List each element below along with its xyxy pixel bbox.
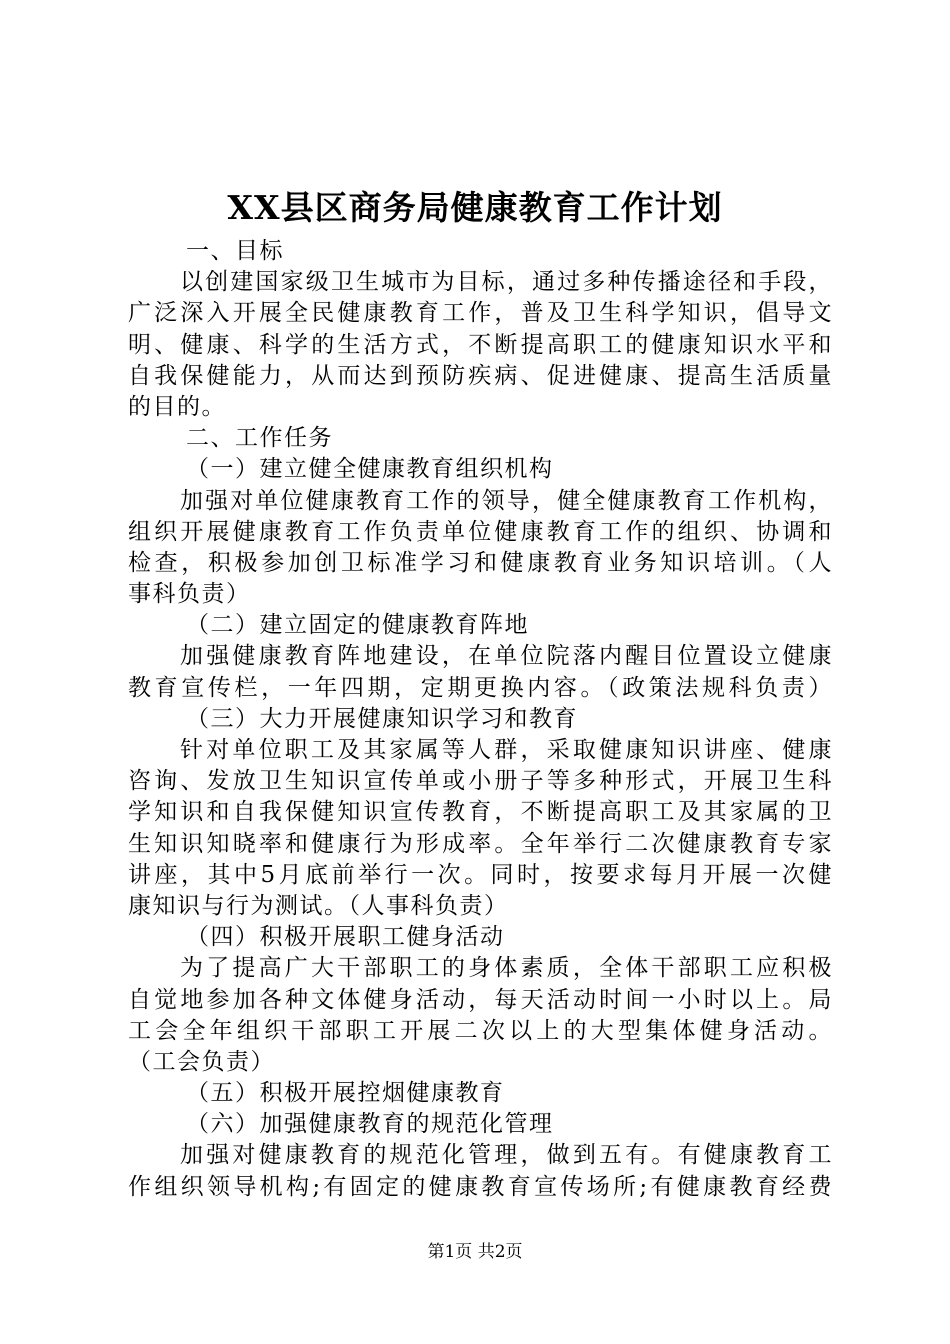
paragraph-line: 加强对单位健康教育工作的领导，健全健康教育工作机构，: [180, 487, 833, 514]
paragraph-line: 作组织领导机构;有固定的健康教育宣传场所;有健康教育经费: [128, 1173, 833, 1200]
paragraph-line: （工会负责）: [128, 1048, 275, 1075]
paragraph-line: 事科负责）: [128, 581, 251, 608]
paragraph-line: 生知识知晓率和健康行为形成率。全年举行二次健康教育专家: [128, 830, 833, 857]
section-heading: 二、工作任务: [186, 425, 333, 452]
paragraph-line: 咨询、发放卫生知识宣传单或小册子等多种形式，开展卫生科: [128, 768, 833, 795]
page-number-footer: 第1页 共2页: [427, 1242, 523, 1262]
paragraph-line: 教育宣传栏，一年四期，定期更换内容。（政策法规科负责）: [128, 674, 833, 701]
paragraph-line: 工会全年组织干部职工开展二次以上的大型集体健身活动。: [128, 1017, 833, 1044]
paragraph-line: 加强对健康教育的规范化管理，做到五有。有健康教育工: [180, 1142, 833, 1169]
document-body: [128, 236, 833, 1203]
subsection-heading: （六）加强健康教育的规范化管理: [186, 1111, 554, 1138]
section-heading: 一、目标: [186, 238, 284, 264]
subsection-heading: （一）建立健全健康教育组织机构: [186, 456, 554, 483]
paragraph-line: 为了提高广大干部职工的身体素质，全体干部职工应积极: [180, 955, 833, 982]
subsection-heading: （二）建立固定的健康教育阵地: [186, 612, 529, 639]
subsection-heading: （五）积极开展控烟健康教育: [186, 1080, 505, 1107]
paragraph-line: 针对单位职工及其家属等人群，采取健康知识讲座、健康: [180, 737, 833, 763]
subsection-heading: （三）大力开展健康知识学习和教育: [186, 705, 578, 732]
paragraph-line: 学知识和自我保健知识宣传教育，不断提高职工及其家属的卫: [128, 799, 833, 826]
paragraph-line: 检查，积极参加创卫标准学习和健康教育业务知识培训。（人: [128, 549, 833, 576]
paragraph-line: 的目的。: [128, 393, 226, 420]
paragraph-line: 加强健康教育阵地建设，在单位院落内醒目位置设立健康: [180, 643, 833, 670]
document-title: XX县区商务局健康教育工作计划: [227, 188, 723, 227]
paragraph-line: 广泛深入开展全民健康教育工作，普及卫生科学知识，倡导文: [128, 300, 833, 327]
paragraph-line: 自我保健能力，从而达到预防疾病、促进健康、提高生活质量: [128, 362, 833, 389]
paragraph-line: 明、健康、科学的生活方式，不断提高职工的健康知识水平和: [128, 331, 833, 358]
paragraph-line: 以创建国家级卫生城市为目标，通过多种传播途径和手段，: [180, 269, 833, 296]
paragraph-line: 组织开展健康教育工作负责单位健康教育工作的组织、协调和: [128, 518, 833, 545]
paragraph-line: 康知识与行为测试。（人事科负责）: [128, 892, 509, 919]
subsection-heading: （四）积极开展职工健身活动: [186, 924, 505, 951]
paragraph-line: 讲座，其中5月底前举行一次。同时，按要求每月开展一次健: [128, 861, 833, 888]
paragraph-line: 自觉地参加各种文体健身活动，每天活动时间一小时以上。局: [128, 986, 833, 1013]
